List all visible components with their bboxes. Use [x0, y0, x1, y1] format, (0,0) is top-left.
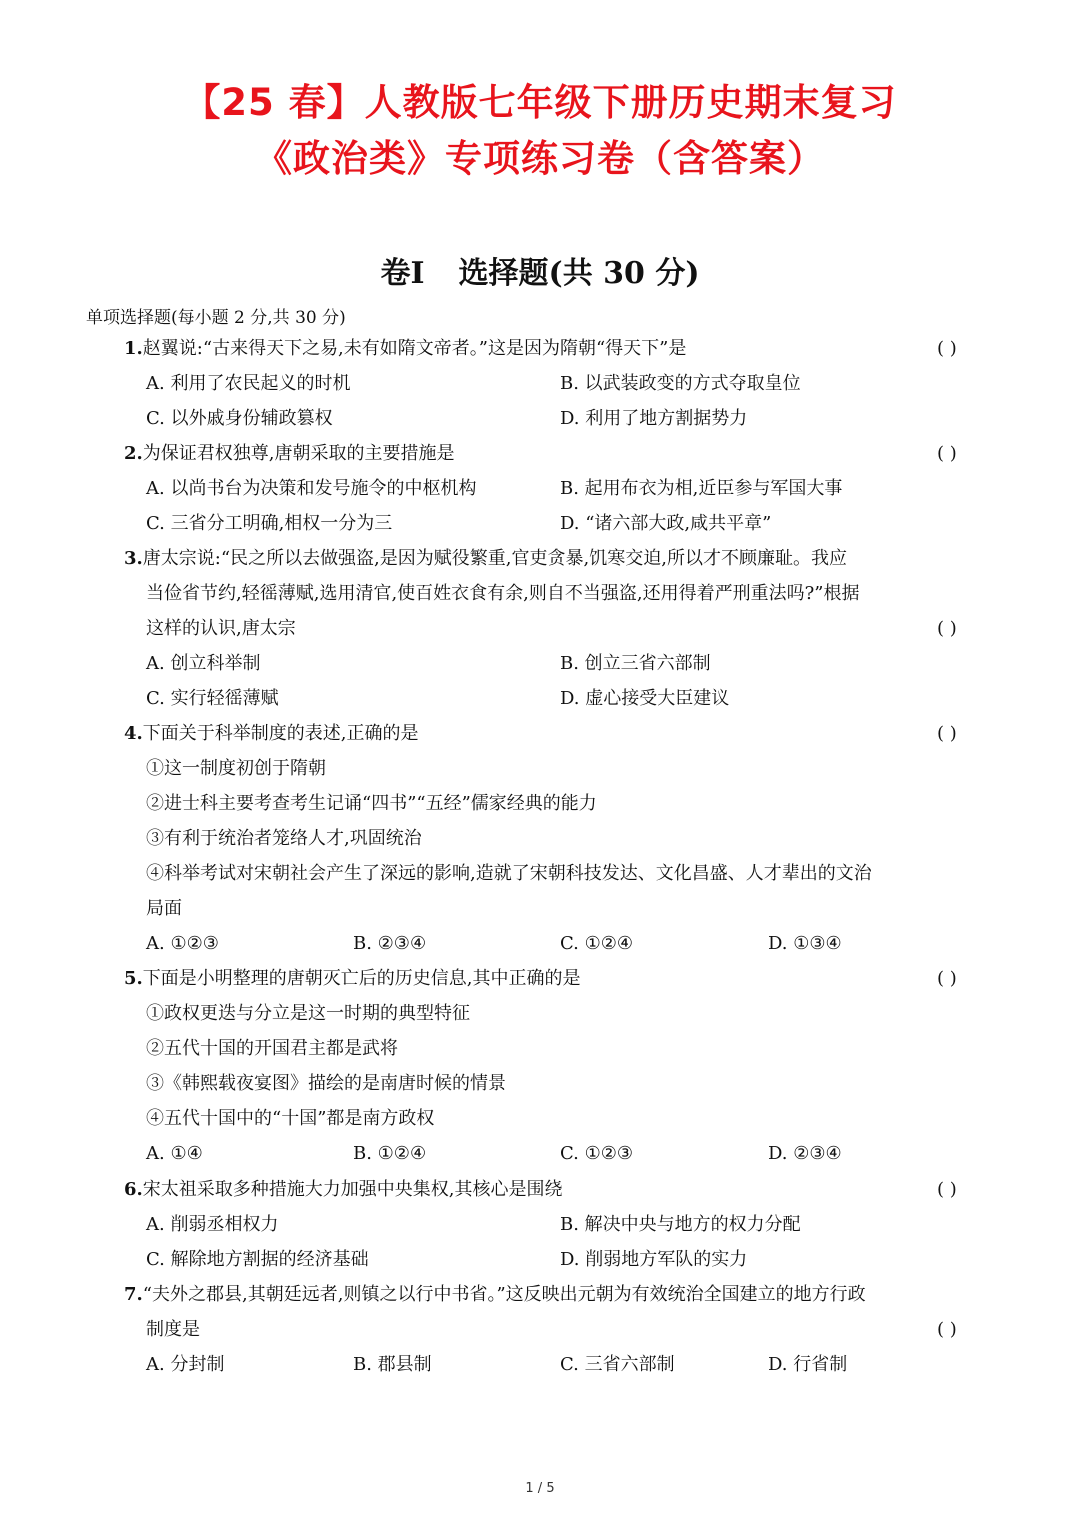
answer-bracket: ( )	[937, 1319, 957, 1340]
question-3-option-c: C. 实行轻徭薄赋	[146, 688, 279, 709]
banner-title-line-1: 【25 春】人教版七年级下册历史期末复习	[183, 81, 897, 124]
question-5-statement-4: ④五代十国中的“十国”都是南方政权	[146, 1108, 435, 1129]
question-6-line-1: 6.宋太祖采取多种措施大力加强中央集权,其核心是围绕	[124, 1179, 563, 1200]
question-4-option-c: C. ①②④	[560, 933, 633, 954]
question-1-option-b: B. 以武装政变的方式夺取皇位	[560, 373, 801, 394]
question-6-option-b: B. 解决中央与地方的权力分配	[560, 1214, 801, 1235]
question-6-option-c: C. 解除地方割据的经济基础	[146, 1249, 369, 1270]
question-7-option-a: A. 分封制	[146, 1354, 225, 1375]
question-2-option-b: B. 起用布衣为相,近臣参与军国大事	[560, 478, 843, 499]
answer-bracket: ( )	[937, 968, 957, 989]
question-3-option-a: A. 创立科举制	[146, 653, 261, 674]
question-3-line-2: 当俭省节约,轻徭薄赋,选用清官,使百姓衣食有余,则自不当强盗,还用得着严刑重法吗?”根据	[146, 583, 860, 604]
question-3-line-1: 3.唐太宗说:“民之所以去做强盗,是因为赋役繁重,官吏贪暴,饥寒交迫,所以才不顾廉耻。我应	[124, 548, 847, 569]
section-title	[0, 248, 1080, 292]
question-number: 4.	[124, 723, 143, 744]
question-1-option-a: A. 利用了农民起义的时机	[146, 373, 351, 394]
question-7-option-c: C. 三省六部制	[560, 1354, 675, 1375]
question-3-option-d: D. 虚心接受大臣建议	[560, 688, 730, 709]
question-5-option-b: B. ①②④	[353, 1143, 427, 1164]
question-5-statement-1: ①政权更迭与分立是这一时期的典型特征	[146, 1003, 470, 1024]
question-2-option-a: A. 以尚书台为决策和发号施令的中枢机构	[146, 478, 477, 499]
answer-bracket: ( )	[937, 618, 957, 639]
question-number: 2.	[124, 443, 143, 464]
question-3-line-3: 这样的认识,唐太宗	[146, 618, 296, 639]
question-4-statement-2: ②进士科主要考查考生记诵“四书”“五经”儒家经典的能力	[146, 793, 597, 814]
question-1-option-d: D. 利用了地方割据势力	[560, 408, 748, 429]
page-number: 1 / 5	[525, 1481, 555, 1496]
answer-bracket: ( )	[937, 443, 957, 464]
banner-title-line-2: 《政治类》专项练习卷（含答案）	[255, 137, 825, 180]
question-2-option-d: D. “诸六部大政,咸共平章”	[560, 513, 772, 534]
question-5-statement-3: ③《韩熙载夜宴图》描绘的是南唐时候的情景	[146, 1073, 506, 1094]
question-5-statement-2: ②五代十国的开国君主都是武将	[146, 1038, 398, 1059]
question-number: 7.	[124, 1284, 143, 1305]
question-4-option-a: A. ①②③	[146, 933, 219, 954]
question-7-option-b: B. 郡县制	[353, 1354, 432, 1375]
section-part-label: 卷Ⅰ	[380, 256, 425, 291]
question-4-statement-4-cont: 局面	[146, 898, 182, 919]
question-4-option-d: D. ①③④	[768, 933, 842, 954]
question-1-line-1: 1.赵翼说:“古来得天下之易,未有如隋文帝者。”这是因为隋朝“得天下”是	[124, 338, 687, 359]
question-5-line-1: 5.下面是小明整理的唐朝灭亡后的历史信息,其中正确的是	[124, 968, 581, 989]
question-4-line-1: 4.下面关于科举制度的表述,正确的是	[124, 723, 419, 744]
question-number: 5.	[124, 968, 143, 989]
question-2-option-c: C. 三省分工明确,相权一分为三	[146, 513, 393, 534]
question-number: 6.	[124, 1179, 143, 1200]
question-7-line-2: 制度是	[146, 1319, 200, 1340]
question-5-option-c: C. ①②③	[560, 1143, 633, 1164]
question-4-statement-1: ①这一制度初创于隋朝	[146, 758, 326, 779]
question-number: 1.	[124, 338, 143, 359]
answer-bracket: ( )	[937, 338, 957, 359]
question-4-statement-4: ④科举考试对宋朝社会产生了深远的影响,造就了宋朝科技发达、文化昌盛、人才辈出的文治	[146, 863, 872, 884]
question-1-option-c: C. 以外戚身份辅政篡权	[146, 408, 333, 429]
instructions: 单项选择题(每小题 2 分,共 30 分)	[86, 308, 346, 328]
question-5-option-a: A. ①④	[146, 1143, 203, 1164]
question-4-option-b: B. ②③④	[353, 933, 427, 954]
question-7-line-1: 7.“夫外之郡县,其朝廷远者,则镇之以行中书省。”这反映出元朝为有效统治全国建立的地方行政	[124, 1284, 866, 1305]
question-2-line-1: 2.为保证君权独尊,唐朝采取的主要措施是	[124, 443, 455, 464]
question-5-option-d: D. ②③④	[768, 1143, 842, 1164]
question-6-option-d: D. 削弱地方军队的实力	[560, 1249, 748, 1270]
question-number: 3.	[124, 548, 143, 569]
question-3-option-b: B. 创立三省六部制	[560, 653, 711, 674]
section-title-text: 选择题(共 30 分)	[458, 256, 700, 291]
question-7-option-d: D. 行省制	[768, 1354, 848, 1375]
answer-bracket: ( )	[937, 723, 957, 744]
answer-bracket: ( )	[937, 1179, 957, 1200]
question-4-statement-3: ③有利于统治者笼络人才,巩固统治	[146, 828, 422, 849]
question-6-option-a: A. 削弱丞相权力	[146, 1214, 279, 1235]
